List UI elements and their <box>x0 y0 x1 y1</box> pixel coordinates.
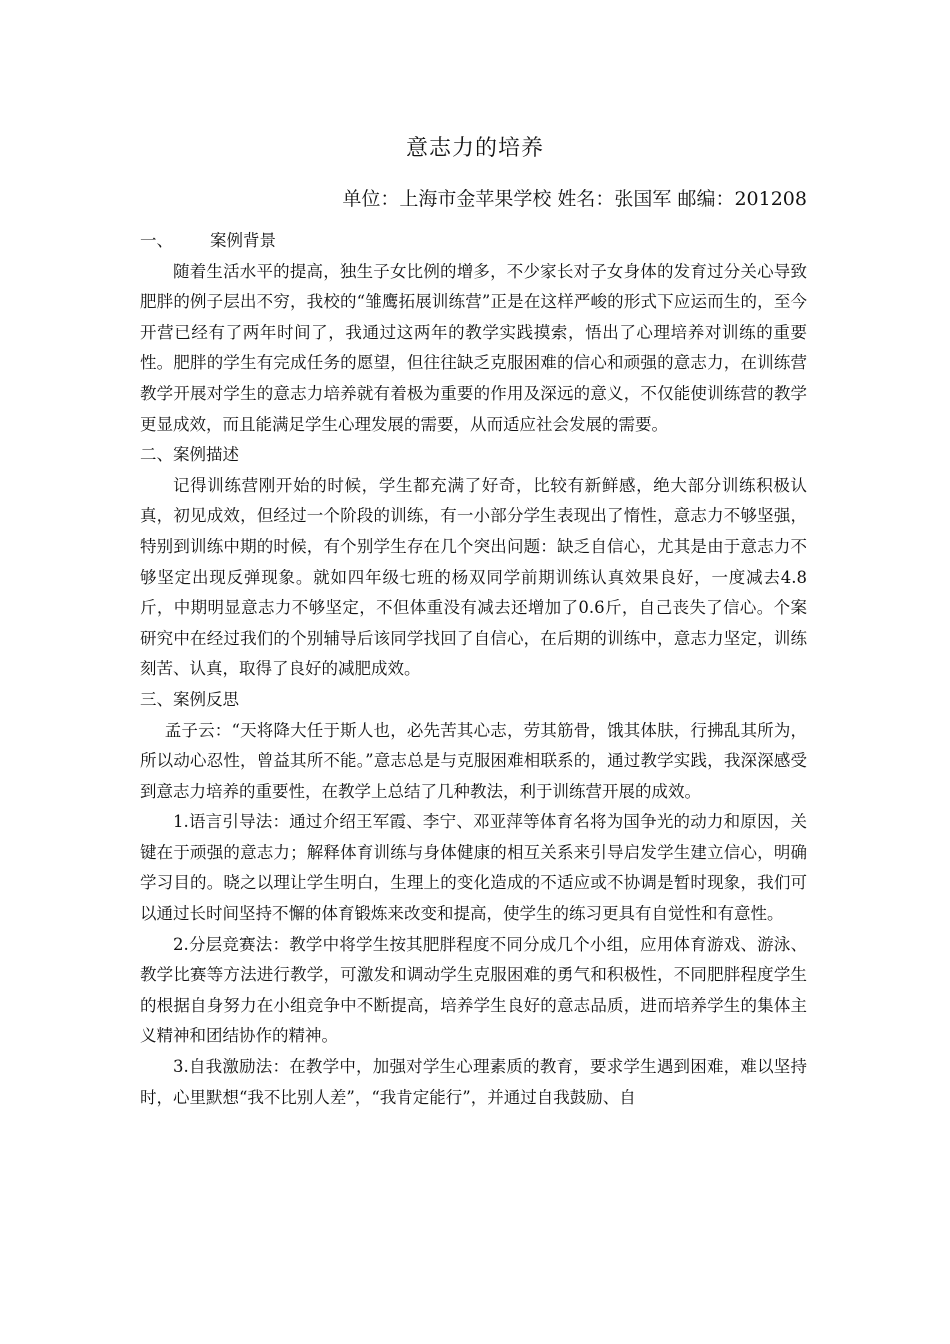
author-info-line: 单位：上海市金苹果学校 姓名：张国军 邮编：201208 <box>342 188 807 210</box>
section-heading-description: 二、案例描述 <box>140 445 239 465</box>
paragraph-description: 记得训练营刚开始的时候，学生都充满了好奇，比较有新鲜感，绝大部分训练积极认真，初见成效，但经过一个阶段的训练，有一小部分学生表现出了惰性，意志力不够坚强，特别到训练中期的时候，有个别学生存在几个突出问题：缺乏自信心，尤其是由于意志力不够坚定出现反弹现象。就如四年级七班的杨双同学前期训练认真效果良好，一度减去4.8斤，中期明显意志力不够坚定，不但体重没有减去还增加了0.6斤，自己丧失了信心。个案研究中在经过我们的个别辅导后该同学找回了自信心，在后期的训练中，意志力坚定，训练刻苦、认真，取得了良好的减肥成效。 <box>140 475 807 679</box>
paragraph-background: 随着生活水平的提高，独生子女比例的增多，不少家长对子女身体的发育过分关心导致肥胖的例子层出不穷，我校的“雏鹰拓展训练营”正是在这样严峻的形式下应运而生的，至今开营已经有了两年时间了，我通过这两年的教学实践摸索，悟出了心理培养对训练的重要性。肥胖的学生有完成任务的愿望，但往往缺乏克服困难的信心和顽强的意志力，在训练营教学开展对学生的意志力培养就有着极为重要的作用及深远的意义，不仅能使训练营的教学更显成效，而且能满足学生心理发展的需要，从而适应社会发展的需要。 <box>140 261 807 434</box>
document-body <box>140 226 807 1113</box>
paragraph-method-2: 2.分层竞赛法：教学中将学生按其肥胖程度不同分成几个小组，应用体育游戏、游泳、教学比赛等方法进行教学，可激发和调动学生克服困难的勇气和积极性，不同肥胖程度学生的根据自身努力在小组竞争中不断提高，培养学生良好的意志品质，进而培养学生的集体主义精神和团结协作的精神。 <box>140 934 807 1046</box>
document-title: 意志力的培养 <box>405 136 544 161</box>
paragraph-method-1: 1.语言引导法：通过介绍王军霞、李宁、邓亚萍等体育名将为国争光的动力和原因，关键在于顽强的意志力；解释体育训练与身体健康的相互关系来引导启发学生建立信心，明确学习目的。晓之以理让学生明白，生理上的变化造成的不适应或不协调是暂时现象，我们可以通过长时间坚持不懈的体育锻炼来改变和提高，使学生的练习更具有自觉性和有意性。 <box>140 812 807 924</box>
paragraph-method-3: 3.自我激励法：在教学中，加强对学生心理素质的教育，要求学生遇到困难，难以坚持时，心里默想“我不比别人差”，“我肯定能行”，并通过自我鼓励、自 <box>140 1057 807 1107</box>
paragraph-mencius-quote: 孟子云：“天将降大任于斯人也，必先苦其心志，劳其筋骨，饿其体肤，行拂乱其所为，所以动心忍性，曾益其所不能。”意志总是与克服困难相联系的，通过教学实践，我深深感受到意志力培养的重要性，在教学上总结了几种教法，利于训练营开展的成效。 <box>140 720 807 801</box>
section-heading-number: 一、 <box>140 231 173 250</box>
section-heading-background <box>140 226 807 257</box>
section-heading-reflection: 三、案例反思 <box>140 689 239 709</box>
section-heading-text: 案例背景 <box>210 231 276 250</box>
